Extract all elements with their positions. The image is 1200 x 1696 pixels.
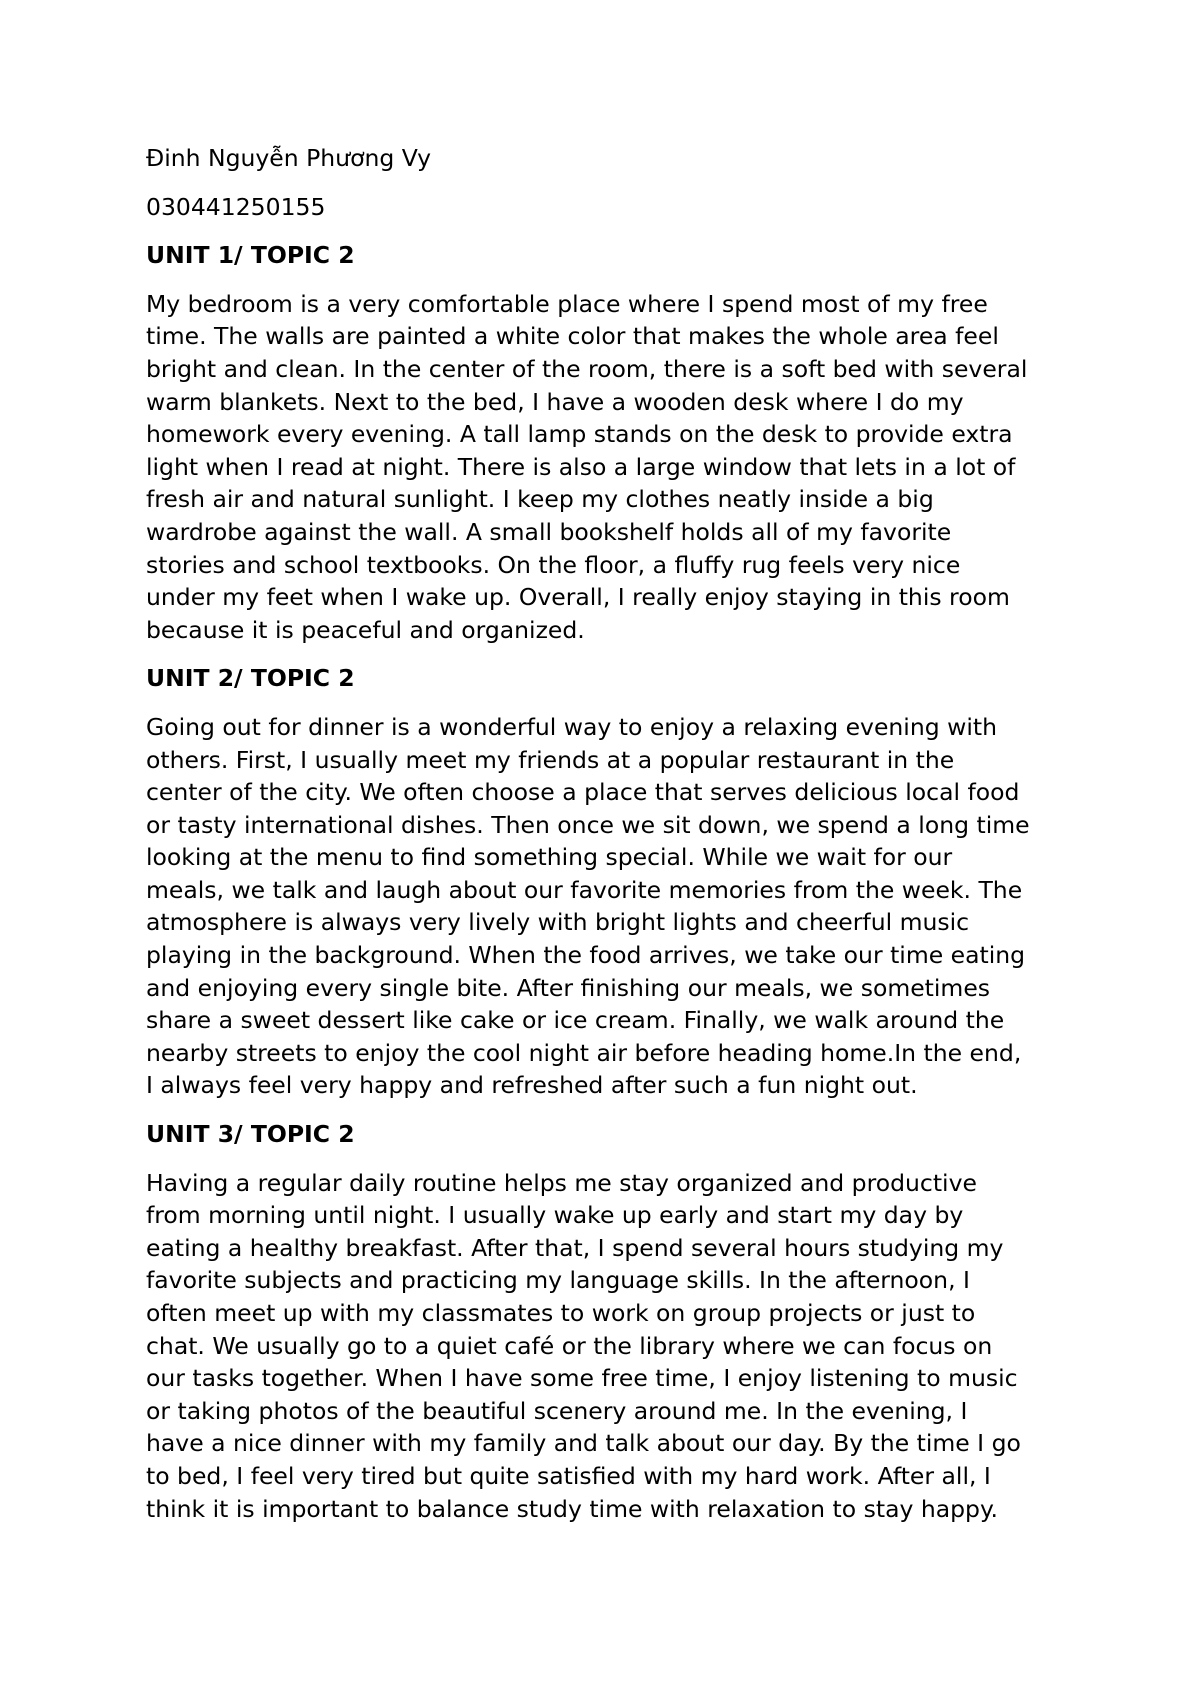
paragraph-line: time. The walls are painted a white color that makes the whole area feel xyxy=(146,322,999,351)
paragraph-line: others. First, I usually meet my friends at a popular restaurant in the xyxy=(146,745,955,774)
paragraph-line: share a sweet dessert like cake or ice cream. Finally, we walk around the xyxy=(146,1006,1005,1035)
paragraph-line: favorite subjects and practicing my language skills. In the afternoon, I xyxy=(146,1266,970,1295)
paragraph-unit-3 xyxy=(146,1167,1086,1526)
paragraph-line: bright and clean. In the center of the room, there is a soft bed with several xyxy=(146,354,1028,383)
paragraph-line: nearby streets to enjoy the cool night air before heading home.In the end, xyxy=(146,1038,1022,1067)
paragraph-line: eating a healthy breakfast. After that, I spend several hours studying my xyxy=(146,1233,1004,1262)
paragraph-line: or tasty international dishes. Then once we sit down, we spend a long time xyxy=(146,810,1030,839)
paragraph-line: wardrobe against the wall. A small bookshelf holds all of my favorite xyxy=(146,517,952,546)
paragraph-line: or taking photos of the beautiful scenery around me. In the evening, I xyxy=(146,1396,968,1425)
paragraph-line: homework every evening. A tall lamp stands on the desk to provide extra xyxy=(146,420,1013,449)
paragraph-line: center of the city. We often choose a place that serves delicious local food xyxy=(146,778,1020,807)
paragraph-line: under my feet when I wake up. Overall, I really enjoy staying in this room xyxy=(146,583,1010,612)
paragraph-line: our tasks together. When I have some free time, I enjoy listening to music xyxy=(146,1364,1018,1393)
paragraph-line: from morning until night. I usually wake up early and start my day by xyxy=(146,1201,964,1230)
paragraph-line: and enjoying every single bite. After finishing our meals, we sometimes xyxy=(146,973,991,1002)
paragraph-line: My bedroom is a very comfortable place where I spend most of my free xyxy=(146,289,988,318)
paragraph-unit-2 xyxy=(146,711,1086,1102)
section-heading-unit-2: UNIT 2/ TOPIC 2 xyxy=(146,664,355,693)
paragraph-line: think it is important to balance study time with relaxation to stay happy. xyxy=(146,1494,999,1523)
paragraph-line: often meet up with my classmates to work on group projects or just to xyxy=(146,1299,976,1327)
paragraph-line: atmosphere is always very lively with bright lights and cheerful music xyxy=(146,908,970,937)
paragraph-line: meals, we talk and laugh about our favorite memories from the week. The xyxy=(146,875,1023,904)
author-name: Đinh Nguyễn Phương Vy xyxy=(146,144,432,172)
paragraph-line: have a nice dinner with my family and talk about our day. By the time I go xyxy=(146,1429,1021,1458)
paragraph-line: I always feel very happy and refreshed after such a fun night out. xyxy=(146,1071,918,1100)
paragraph-line: chat. We usually go to a quiet café or the library where we can focus on xyxy=(146,1331,993,1360)
section-heading-unit-1: UNIT 1/ TOPIC 2 xyxy=(146,241,355,270)
paragraph-line: stories and school textbooks. On the floor, a fluffy rug feels very nice xyxy=(146,550,961,579)
paragraph-line: light when I read at night. There is also a large window that lets in a lot of xyxy=(146,452,1016,481)
paragraph-line: Going out for dinner is a wonderful way to enjoy a relaxing evening with xyxy=(146,712,997,741)
paragraph-line: playing in the background. When the food arrives, we take our time eating xyxy=(146,941,1026,970)
section-heading-unit-3: UNIT 3/ TOPIC 2 xyxy=(146,1120,355,1149)
paragraph-line: looking at the menu to find something special. While we wait for our xyxy=(146,843,953,872)
paragraph-unit-1 xyxy=(146,288,1086,647)
paragraph-line: fresh air and natural sunlight. I keep my clothes neatly inside a big xyxy=(146,485,934,514)
paragraph-line: Having a regular daily routine helps me stay organized and productive xyxy=(146,1168,977,1197)
paragraph-line: because it is peaceful and organized. xyxy=(146,615,585,644)
paragraph-line: to bed, I feel very tired but quite satisfied with my hard work. After all, I xyxy=(146,1461,991,1490)
paragraph-line: warm blankets. Next to the bed, I have a wooden desk where I do my xyxy=(146,387,964,416)
document-page xyxy=(146,142,1086,1541)
student-id: 030441250155 xyxy=(146,192,326,221)
